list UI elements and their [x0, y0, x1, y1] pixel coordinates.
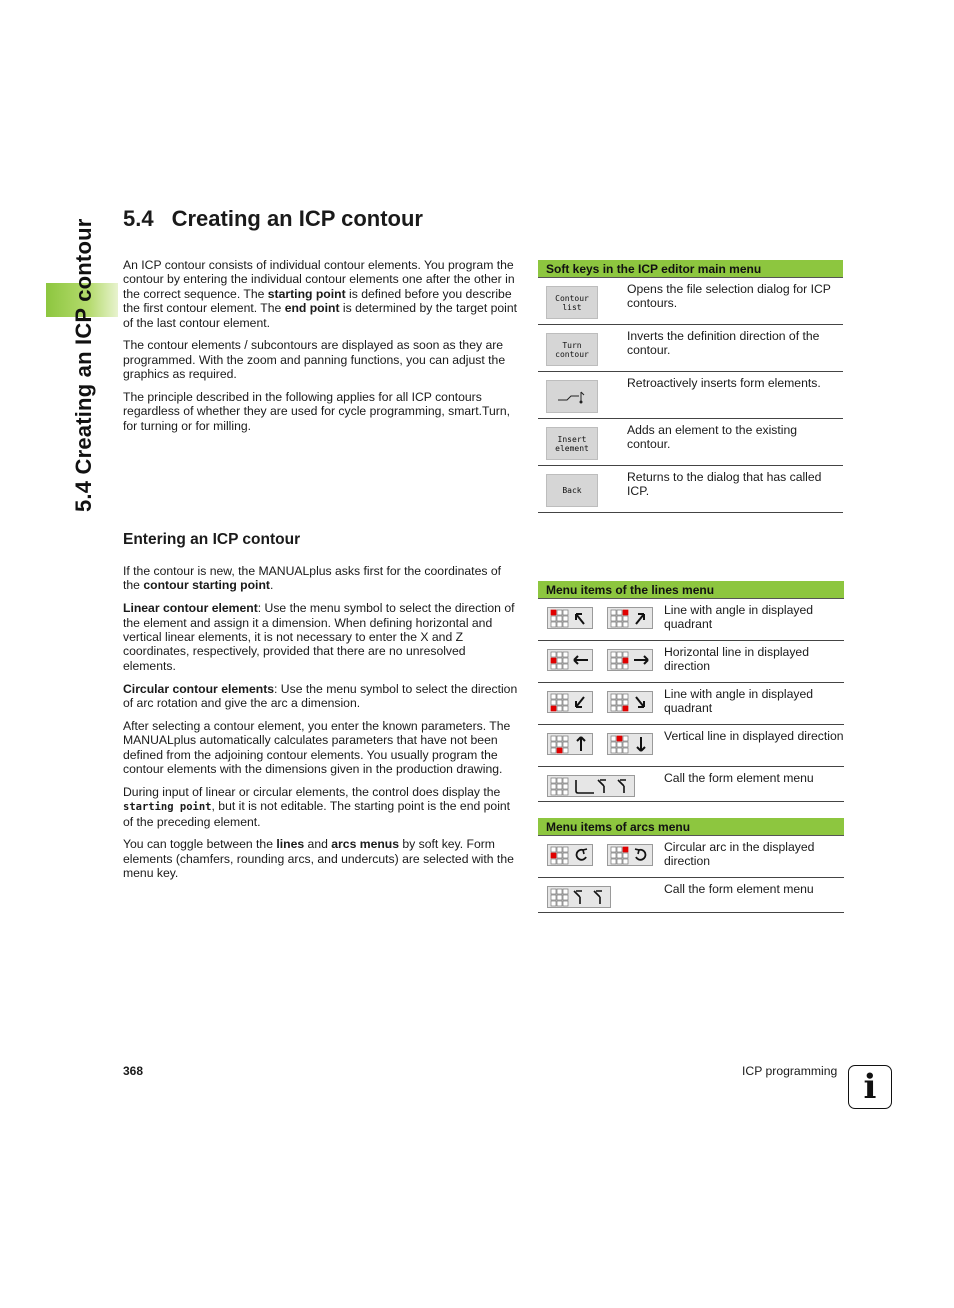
line-down-button[interactable]: [607, 733, 653, 755]
row-description: Circular arc in the displayed direction: [664, 840, 815, 869]
entering-paragraph-1: If the contour is new, the MANUALplus asks first for the coordinates of the contour starting point.: [123, 564, 501, 593]
contour-list-softkey[interactable]: Contour list: [546, 286, 598, 319]
grid-icon: [551, 778, 568, 795]
arrow-up-right-icon: [636, 614, 644, 624]
arc-counterclockwise-icon: [635, 849, 645, 860]
lines-menu-table: [538, 581, 844, 802]
grid-icon: [551, 610, 568, 627]
arrow-up-left-icon: [576, 614, 584, 624]
table-row: [538, 641, 844, 683]
table-row: [538, 725, 844, 767]
grid-icon: [551, 847, 568, 864]
form-elements-icon: [574, 891, 602, 904]
chapter-side-title: 5.4 Creating an ICP contour: [71, 218, 96, 512]
grid-icon: [611, 610, 628, 627]
lines-table-header: Menu items of the lines menu: [538, 581, 844, 599]
table-row: [538, 325, 843, 372]
section-number: 5.4: [123, 206, 154, 231]
row-description: Retroactively inserts form elements.: [627, 376, 821, 390]
arrow-down-right-icon: [636, 697, 644, 707]
arcs-table-header: Menu items of arcs menu: [538, 818, 844, 836]
line-up-left-button[interactable]: [547, 607, 593, 629]
row-description: Returns to the dialog that has called ICP.: [627, 470, 822, 499]
arcs-menu-table: [538, 818, 844, 913]
grid-icon: [551, 652, 568, 669]
grid-icon: [551, 694, 568, 711]
table-row: [538, 466, 843, 513]
row-description: Line with angle in displayed quadrant: [664, 603, 814, 632]
row-description: Adds an element to the existing contour.: [627, 423, 798, 452]
table-row: [538, 419, 843, 466]
arc-clockwise-icon: [577, 849, 587, 860]
row-description: Call the form element menu: [664, 882, 814, 896]
intro-text: [123, 258, 519, 442]
grid-icon: [611, 652, 628, 669]
form-elements-button[interactable]: [547, 886, 611, 908]
entering-paragraph-2: Linear contour element: Use the menu symbol to select the direction of the element and assign it a dimension. When defining horizontal and vertical linear elements, it is not necessary to enter the X and Z coordinates, respectively, provided that there are no unresolved elements.: [123, 601, 515, 673]
entering-paragraph-5: During input of linear or circular elements, the control does display the starting point, but it is not editable. The starting point is the end point of the preceding element.: [123, 784, 511, 829]
arc-counterclockwise-button[interactable]: [607, 844, 653, 866]
arrow-up-icon: [577, 737, 585, 751]
grid-icon: [611, 694, 628, 711]
table-row: [538, 836, 844, 878]
grid-icon: [551, 736, 568, 753]
arrow-left-icon: [574, 656, 588, 664]
turn-contour-softkey[interactable]: Turn contour: [546, 333, 598, 366]
line-up-right-button[interactable]: [607, 607, 653, 629]
form-elements-button[interactable]: [547, 775, 635, 797]
row-description: Horizontal line in displayed direction: [664, 645, 809, 674]
grid-icon: [611, 736, 628, 753]
row-description: Call the form element menu: [664, 771, 814, 785]
table-row: [538, 372, 843, 419]
table-row: [538, 767, 844, 802]
page-title: [123, 206, 423, 232]
grid-icon: [551, 889, 568, 906]
table-row: [538, 599, 844, 641]
arrow-down-icon: [637, 737, 645, 751]
intro-paragraph-2: The contour elements / subcontours are displayed as soon as they are programmed. With the zoom and panning functions, you can adjust the graphics as required.: [123, 338, 506, 382]
entering-paragraph-4: After selecting a contour element, you enter the known parameters. The MANUALplus automatically calculates parameters that have not been defined from the adjoining contour elements. You usually program the contour elements with the dimensions given in the production drawing.: [123, 718, 511, 777]
table-row: [538, 683, 844, 725]
row-description: Opens the file selection dialog for ICP contours.: [627, 282, 831, 311]
insert-form-element-softkey[interactable]: [546, 380, 598, 413]
arc-clockwise-button[interactable]: [547, 844, 593, 866]
line-right-button[interactable]: [607, 649, 653, 671]
section-title: Creating an ICP contour: [171, 206, 423, 231]
back-softkey[interactable]: Back: [546, 474, 598, 507]
line-left-button[interactable]: [547, 649, 593, 671]
info-icon: i: [848, 1065, 892, 1109]
table-row: [538, 878, 844, 913]
entering-paragraph-6: You can toggle between the lines and arcs menus by soft key. Form elements (chamfers, rounding arcs, and undercuts) are selected with the menu key.: [123, 837, 514, 881]
softkeys-table: [538, 260, 843, 513]
row-description: Line with angle in displayed quadrant: [664, 687, 814, 716]
row-description: Inverts the definition direction of the contour.: [627, 329, 820, 358]
line-down-right-button[interactable]: [607, 691, 653, 713]
subsection-title: Entering an ICP contour: [123, 531, 301, 548]
intro-paragraph-3: The principle described in the following applies for all ICP contours regardless of whether they are used for cycle programming, smart.Turn, for turning or for milling.: [123, 390, 511, 433]
page-number: 368: [123, 1064, 144, 1078]
intro-paragraph-1: An ICP contour consists of individual contour elements. You program the contour by entering the individual contour elements one after the other in the correct sequence. The starting point is defined before you describe the first contour element. The end point is determined by the target point of the last contour element.: [123, 258, 518, 330]
insert-element-softkey[interactable]: Insert element: [546, 427, 598, 460]
entering-text: [123, 564, 519, 889]
entering-paragraph-3: Circular contour elements: Use the menu symbol to select the direction of arc rotation and give the arc a dimension.: [123, 681, 518, 711]
insert-form-element-icon: [555, 386, 589, 408]
row-description: Vertical line in displayed direction: [664, 729, 844, 743]
grid-icon: [611, 847, 628, 864]
line-up-button[interactable]: [547, 733, 593, 755]
chapter-name: ICP programming: [742, 1064, 838, 1078]
line-down-left-button[interactable]: [547, 691, 593, 713]
form-elements-icon: [576, 780, 626, 793]
softkeys-table-header: Soft keys in the ICP editor main menu: [538, 260, 843, 278]
table-row: [538, 278, 843, 325]
arrow-down-left-icon: [576, 697, 584, 707]
arrow-right-icon: [634, 656, 648, 664]
